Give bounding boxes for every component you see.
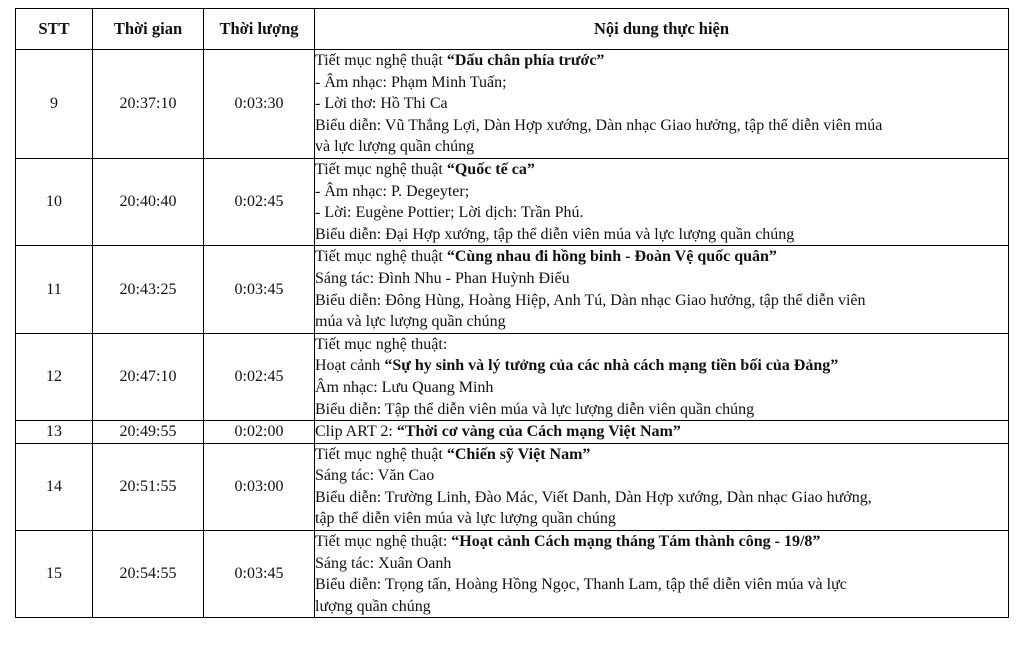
content-line-text: Biểu diễn: Trọng tấn, Hoàng Hồng Ngọc, Thanh Lam, tập thể diễn viên múa và lực — [315, 576, 847, 594]
content-line — [315, 246, 1008, 268]
cell-content — [315, 50, 1009, 159]
content-line-text: Âm nhạc: Lưu Quang Minh — [315, 378, 494, 396]
content-line-text: - Lời thơ: Hồ Thi Ca — [315, 95, 448, 113]
table-row — [16, 246, 1009, 333]
content-line-text: Sáng tác: Văn Cao — [315, 467, 435, 485]
cell-stt: 12 — [16, 333, 93, 420]
cell-content — [315, 531, 1009, 618]
content-line-title: “Sự hy sinh và lý tưởng của các nhà cách mạng tiền bối của Đảng” — [384, 357, 839, 375]
content-line — [315, 531, 1008, 553]
header-row — [16, 9, 1009, 50]
content-line — [315, 290, 1008, 312]
cell-content — [315, 421, 1009, 444]
content-line — [315, 487, 1008, 509]
content-line-text: Clip ART 2: — [315, 423, 397, 441]
content-line — [315, 421, 1008, 443]
content-line — [315, 202, 1008, 224]
cell-duration: 0:02:45 — [204, 158, 315, 245]
content-line — [315, 268, 1008, 290]
content-line — [315, 136, 1008, 158]
table-row — [16, 421, 1009, 444]
content-line — [315, 508, 1008, 530]
cell-stt: 15 — [16, 531, 93, 618]
cell-content — [315, 333, 1009, 420]
content-line — [315, 444, 1008, 466]
table-row — [16, 531, 1009, 618]
cell-time: 20:40:40 — [93, 158, 204, 245]
header-duration: Thời lượng — [204, 9, 315, 50]
header-stt: STT — [16, 9, 93, 50]
content-line-title: “Thời cơ vàng của Cách mạng Việt Nam” — [396, 423, 681, 441]
content-line — [315, 355, 1008, 377]
content-line — [315, 553, 1008, 575]
content-line-title: “Quốc tế ca” — [446, 160, 535, 178]
content-line — [315, 224, 1008, 246]
cell-time: 20:43:25 — [93, 246, 204, 333]
cell-time: 20:47:10 — [93, 333, 204, 420]
table-row — [16, 158, 1009, 245]
cell-content — [315, 443, 1009, 530]
content-line-text: Tiết mục nghệ thuật — [315, 445, 447, 463]
header-time: Thời gian — [93, 9, 204, 50]
cell-time: 20:37:10 — [93, 50, 204, 159]
content-line — [315, 334, 1008, 356]
content-line — [315, 377, 1008, 399]
content-line-text: Biểu diễn: Tập thể diễn viên múa và lực lượng diễn viên quần chúng — [315, 400, 755, 418]
content-line — [315, 311, 1008, 333]
cell-stt: 14 — [16, 443, 93, 530]
cell-time: 20:51:55 — [93, 443, 204, 530]
cell-stt: 13 — [16, 421, 93, 444]
content-line-title: “Hoạt cảnh Cách mạng tháng Tám thành công - 19/8” — [451, 533, 821, 551]
cell-duration: 0:03:30 — [204, 50, 315, 159]
content-line-text: Sáng tác: Đình Nhu - Phan Huỳnh Điểu — [315, 269, 570, 287]
cell-duration: 0:02:45 — [204, 333, 315, 420]
table-body — [16, 50, 1009, 618]
table-row — [16, 333, 1009, 420]
content-line — [315, 181, 1008, 203]
content-line-text: lượng quần chúng — [315, 597, 431, 615]
content-line-text: - Lời: Eugène Pottier; Lời dịch: Trần Phú. — [315, 204, 584, 222]
content-line-text: Tiết mục nghệ thuật: — [315, 335, 448, 353]
content-line-text: - Âm nhạc: Phạm Minh Tuấn; — [315, 73, 507, 91]
cell-stt: 9 — [16, 50, 93, 159]
content-line — [315, 115, 1008, 137]
table-row — [16, 443, 1009, 530]
cell-time: 20:49:55 — [93, 421, 204, 444]
content-line-text: Biểu diễn: Đại Hợp xướng, tập thể diễn viên múa và lực lượng quần chúng — [315, 225, 795, 243]
cell-duration: 0:03:45 — [204, 531, 315, 618]
content-line-text: múa và lực lượng quần chúng — [315, 313, 506, 331]
content-line-text: - Âm nhạc: P. Degeyter; — [315, 182, 470, 200]
cell-duration: 0:03:45 — [204, 246, 315, 333]
cell-content — [315, 158, 1009, 245]
cell-stt: 10 — [16, 158, 93, 245]
header-content: Nội dung thực hiện — [315, 9, 1009, 50]
program-schedule-table — [15, 8, 1009, 618]
table-row — [16, 50, 1009, 159]
content-line — [315, 159, 1008, 181]
content-line-text: Biểu diễn: Trường Linh, Đào Mác, Viết Danh, Dàn Hợp xướng, Dàn nhạc Giao hưởng, — [315, 488, 872, 506]
content-line — [315, 596, 1008, 618]
content-line-text: Sáng tác: Xuân Oanh — [315, 554, 452, 572]
content-line-title: “Dấu chân phía trước” — [446, 52, 605, 69]
content-line — [315, 465, 1008, 487]
cell-stt: 11 — [16, 246, 93, 333]
table-header — [16, 9, 1009, 50]
content-line-text: Biểu diễn: Đông Hùng, Hoàng Hiệp, Anh Tú, Dàn nhạc Giao hưởng, tập thể diễn viên — [315, 291, 866, 309]
content-line — [315, 72, 1008, 94]
cell-content — [315, 246, 1009, 333]
content-line — [315, 399, 1008, 421]
content-line-text: Tiết mục nghệ thuật: — [315, 533, 452, 551]
content-line-title: “Chiến sỹ Việt Nam” — [446, 445, 591, 463]
content-line-text: Tiết mục nghệ thuật — [315, 248, 447, 266]
cell-duration: 0:03:00 — [204, 443, 315, 530]
content-line-text: Biểu diễn: Vũ Thắng Lợi, Dàn Hợp xướng, Dàn nhạc Giao hưởng, tập thể diễn viên múa — [315, 116, 883, 134]
cell-duration: 0:02:00 — [204, 421, 315, 444]
content-line — [315, 574, 1008, 596]
content-line-text: và lực lượng quần chúng — [315, 138, 475, 156]
content-line-text: Tiết mục nghệ thuật — [315, 52, 447, 69]
content-line — [315, 50, 1008, 72]
content-line — [315, 93, 1008, 115]
cell-time: 20:54:55 — [93, 531, 204, 618]
content-line-text: Hoạt cảnh — [315, 357, 385, 375]
content-line-text: Tiết mục nghệ thuật — [315, 160, 447, 178]
content-line-title: “Cùng nhau đi hồng binh - Đoàn Vệ quốc quân” — [446, 248, 777, 266]
content-line-text: tập thể diễn viên múa và lực lượng quần chúng — [315, 510, 616, 528]
